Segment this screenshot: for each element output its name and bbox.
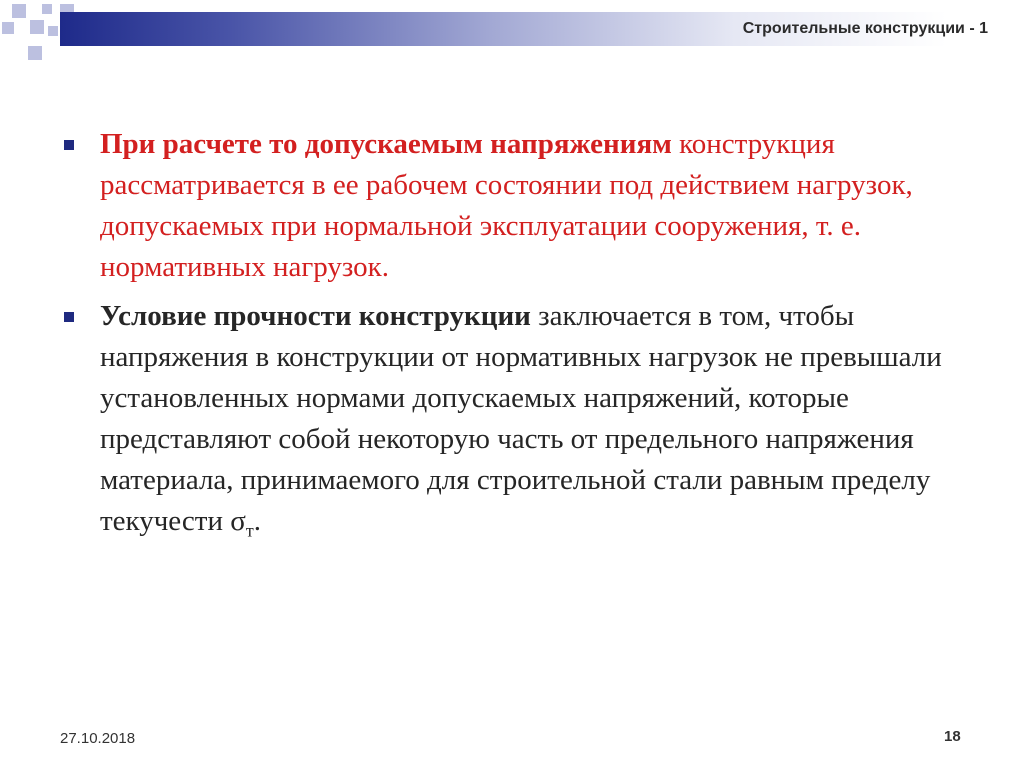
bullet-2-bold-text: Условие прочности конструкции — [100, 300, 531, 332]
bullet-2-end: . — [253, 505, 261, 537]
sigma-symbol: σ — [230, 505, 246, 537]
bullet-item-2 — [60, 296, 960, 551]
slide-header-title: Строительные конструкции - 1 — [742, 20, 988, 37]
bullet-1-text: конструкция рассматривается в ее рабочем состоянии под действием нагрузок, допускаемых при нормальной эксплуатации сооружения, т. е. нормативных нагрузок. — [100, 128, 913, 283]
bullet-square-icon — [64, 140, 74, 150]
footer-date: 27.10.2018 — [60, 730, 136, 747]
bullet-square-icon — [64, 312, 74, 322]
slide-number: 18 — [944, 728, 961, 745]
sigma-subscript: т — [245, 520, 254, 541]
bullet-2-text: заключается в том, чтобы напряжения в конструкции от нормативных нагрузок не превышали установленных нормами допускаемых напряжений, которые представляют собой некоторую часть от предельного напряжения материала, принимаемого для строительной стали равным пределу текучести — [100, 300, 942, 537]
slide-content — [60, 124, 960, 559]
bullet-1-bold-text: При расчете то допускаемым напряжениям — [100, 128, 672, 160]
bullet-item-1 — [60, 124, 960, 288]
